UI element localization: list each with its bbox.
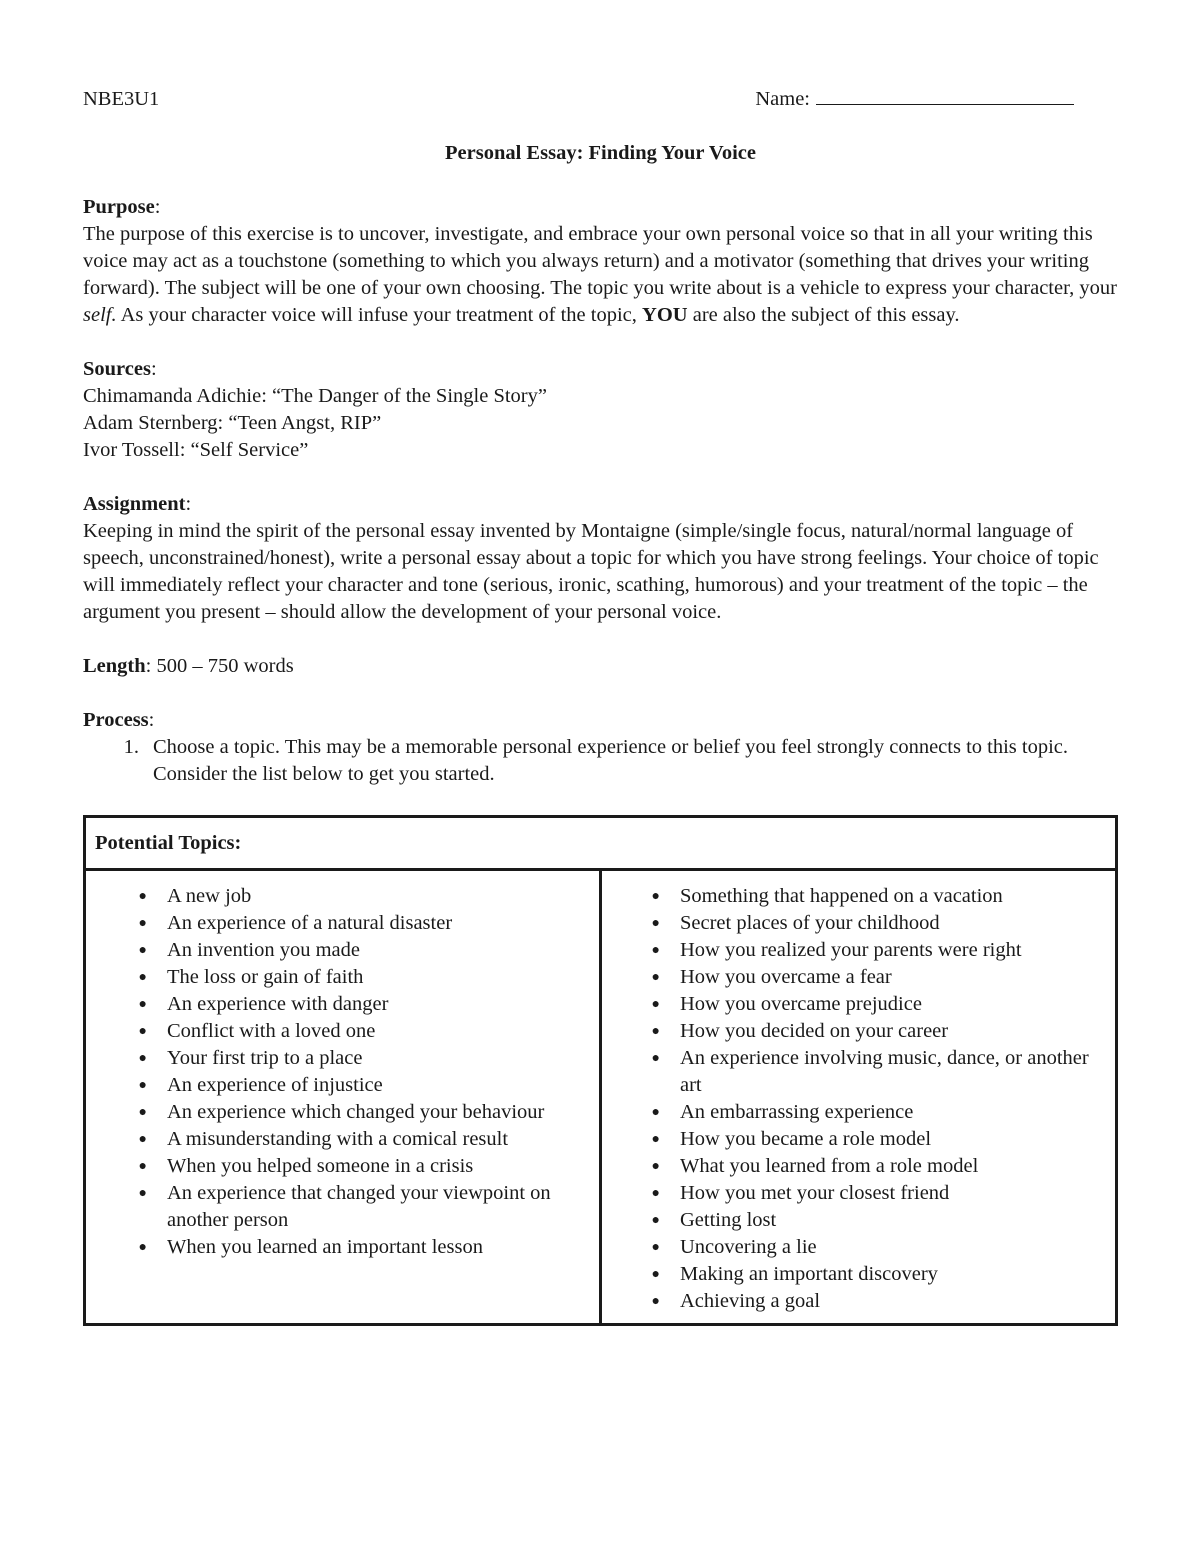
bullet-icon: ●: [138, 1186, 147, 1201]
course-code: NBE3U1: [83, 88, 160, 110]
purpose-text-self: self.: [83, 304, 117, 326]
topic-item: [86, 1126, 593, 1153]
assignment-heading-line: [83, 491, 1118, 518]
bullet-icon: ●: [651, 1159, 660, 1174]
bullet-icon: ●: [138, 970, 147, 985]
topic-item: [602, 1126, 1109, 1153]
topic-text: When you helped someone in a crisis: [167, 1155, 474, 1177]
purpose-section: [83, 194, 1118, 329]
topic-text: How you overcame a fear: [680, 966, 892, 988]
topic-item: [86, 1018, 593, 1045]
topic-item: [86, 883, 593, 910]
bullet-icon: ●: [651, 1024, 660, 1039]
topic-item: [602, 1099, 1109, 1126]
source-item: Ivor Tossell: “Self Service”: [83, 439, 309, 461]
topic-item: [602, 1261, 1109, 1288]
purpose-text-2: As your character voice will infuse your treatment of the topic,: [116, 304, 643, 326]
purpose-text-3: are also the subject of this essay.: [687, 304, 960, 326]
assignment-colon: :: [185, 493, 192, 515]
assignment-section: [83, 491, 1118, 626]
potential-topics-table: [83, 815, 1118, 1326]
process-section: [83, 707, 1118, 788]
length-line: [83, 653, 1118, 680]
topic-text: An embarrassing experience: [680, 1101, 914, 1123]
topic-item: [602, 991, 1109, 1018]
topic-item: [602, 1180, 1109, 1207]
topic-item: [602, 1018, 1109, 1045]
topic-item: [602, 964, 1109, 991]
topic-text: A new job: [167, 885, 252, 907]
topic-item: [86, 910, 593, 937]
topic-text: How you overcame prejudice: [680, 993, 922, 1015]
bullet-icon: ●: [138, 1105, 147, 1120]
topic-text: Making an important discovery: [680, 1263, 938, 1285]
bullet-icon: ●: [651, 1240, 660, 1255]
purpose-colon: :: [154, 196, 161, 218]
bullet-icon: ●: [138, 916, 147, 931]
topic-item: [86, 1180, 593, 1234]
topic-text: How you met your closest friend: [680, 1182, 950, 1204]
topic-text: Secret places of your childhood: [680, 912, 940, 934]
topic-text: A misunderstanding with a comical result: [167, 1128, 509, 1150]
topic-item: [86, 964, 593, 991]
topic-item: [602, 1207, 1109, 1234]
topic-text: Getting lost: [680, 1209, 777, 1231]
topic-item: [602, 937, 1109, 964]
topic-text: How you realized your parents were right: [680, 939, 1022, 961]
topic-text: An experience with danger: [167, 993, 389, 1015]
source-item: Chimamanda Adichie: “The Danger of the Single Story”: [83, 385, 547, 407]
bullet-icon: ●: [651, 1267, 660, 1282]
bullet-icon: ●: [138, 997, 147, 1012]
topics-heading: Potential Topics:: [85, 817, 1117, 870]
length-section: [83, 653, 1118, 680]
topic-item: [86, 937, 593, 964]
purpose-heading-line: [83, 194, 1118, 221]
purpose-text-1: The purpose of this exercise is to uncover, investigate, and embrace your own personal voice so that in all your writing this voice may act as a touchstone (something to which you always return) and a motivator (something that drives your writing forward). The subject will be one of your own choosing. The topic you write about is a vehicle to express your character, your: [83, 223, 1117, 299]
length-value: : 500 – 750 words: [145, 655, 294, 677]
sources-section: [83, 356, 1118, 464]
topic-text: Achieving a goal: [680, 1290, 821, 1312]
sources-heading: Sources: [83, 358, 151, 380]
topic-item: [602, 1234, 1109, 1261]
bullet-icon: ●: [138, 1132, 147, 1147]
name-field: [755, 84, 1074, 113]
topics-header-row: [85, 817, 1117, 870]
topic-item: [86, 1045, 593, 1072]
topic-item: [86, 1153, 593, 1180]
process-step-number: 1.: [123, 736, 139, 758]
bullet-icon: ●: [651, 1132, 660, 1147]
topic-text: An experience involving music, dance, or another art: [680, 1047, 1089, 1096]
topic-text: The loss or gain of faith: [167, 966, 364, 988]
topic-item: [86, 1072, 593, 1099]
topic-text: When you learned an important lesson: [167, 1236, 483, 1258]
header-row: [83, 84, 1118, 114]
bullet-icon: ●: [651, 1186, 660, 1201]
topic-text: An invention you made: [167, 939, 361, 961]
bullet-icon: ●: [651, 943, 660, 958]
bullet-icon: ●: [651, 1051, 660, 1066]
name-blank-line[interactable]: [816, 84, 1074, 105]
bullet-icon: ●: [651, 916, 660, 931]
process-list: [83, 734, 1118, 788]
purpose-heading: Purpose: [83, 196, 155, 218]
name-label: Name:: [755, 88, 810, 110]
topic-text: An experience which changed your behaviour: [167, 1101, 545, 1123]
bullet-icon: ●: [651, 889, 660, 904]
bullet-icon: ●: [651, 1105, 660, 1120]
bullet-icon: ●: [651, 1213, 660, 1228]
bullet-icon: ●: [138, 889, 147, 904]
process-colon: :: [148, 709, 155, 731]
topics-left-list: [86, 883, 593, 1261]
topics-body-row: [85, 870, 1117, 1325]
topic-item: [602, 910, 1109, 937]
sources-heading-line: [83, 356, 1118, 383]
topic-item: [86, 1234, 593, 1261]
topic-text: Something that happened on a vacation: [680, 885, 1003, 907]
bullet-icon: ●: [138, 943, 147, 958]
topic-text: What you learned from a role model: [680, 1155, 979, 1177]
topic-text: Conflict with a loved one: [167, 1020, 376, 1042]
bullet-icon: ●: [651, 970, 660, 985]
topic-item: [602, 1153, 1109, 1180]
topic-text: An experience of a natural disaster: [167, 912, 453, 934]
bullet-icon: ●: [138, 1051, 147, 1066]
purpose-text-you: YOU: [642, 304, 688, 326]
bullet-icon: ●: [138, 1078, 147, 1093]
topics-right-list: [602, 883, 1109, 1315]
process-step-text: Choose a topic. This may be a memorable personal experience or belief you feel strongly connects to this topic. Consider the list below to get you started.: [153, 736, 1069, 785]
topic-item: [86, 991, 593, 1018]
assignment-heading: Assignment: [83, 493, 186, 515]
topic-text: An experience of injustice: [167, 1074, 383, 1096]
topic-text: How you became a role model: [680, 1128, 932, 1150]
bullet-icon: ●: [138, 1240, 147, 1255]
bullet-icon: ●: [651, 997, 660, 1012]
process-step: [83, 734, 1118, 788]
process-heading-line: [83, 707, 1118, 734]
source-item: Adam Sternberg: “Teen Angst, RIP”: [83, 412, 382, 434]
topic-text: An experience that changed your viewpoint on another person: [167, 1182, 551, 1231]
topics-right-column: [601, 870, 1117, 1325]
topic-text: Your first trip to a place: [167, 1047, 363, 1069]
topic-item: [86, 1099, 593, 1126]
topic-text: How you decided on your career: [680, 1020, 949, 1042]
purpose-text: [83, 221, 1118, 329]
topics-left-column: [85, 870, 601, 1325]
topic-item: [602, 1045, 1109, 1099]
topic-item: [602, 1288, 1109, 1315]
length-heading: Length: [83, 655, 146, 677]
assignment-text: Keeping in mind the spirit of the personal essay invented by Montaigne (simple/single focus, natural/normal language of speech, unconstrained/honest), write a personal essay about a topic for which you have strong feelings. Your choice of topic will immediately reflect your character and tone (serious, ironic, scathing, humorous) and your treatment of the topic – the argument you present – should allow the development of your personal voice.: [83, 520, 1099, 623]
bullet-icon: ●: [651, 1294, 660, 1309]
sources-colon: :: [150, 358, 157, 380]
page-title: Personal Essay: Finding Your Voice: [445, 142, 756, 164]
process-heading: Process: [83, 709, 149, 731]
bullet-icon: ●: [138, 1024, 147, 1039]
topic-item: [602, 883, 1109, 910]
bullet-icon: ●: [138, 1159, 147, 1174]
topic-text: Uncovering a lie: [680, 1236, 817, 1258]
